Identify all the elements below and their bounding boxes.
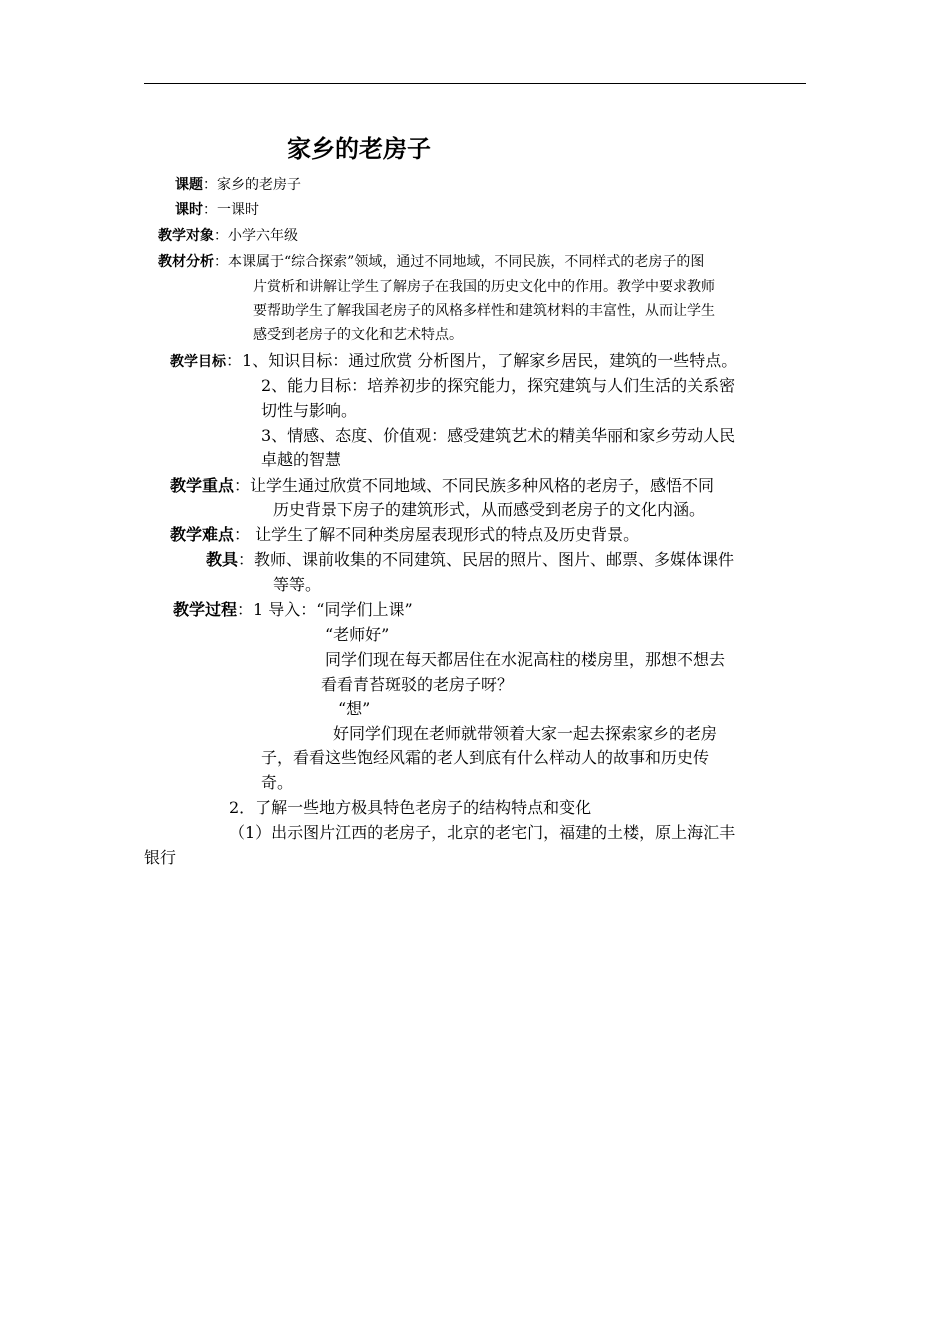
header-rule: [144, 83, 806, 84]
process-line: 银行: [144, 848, 177, 867]
tools-sep: ：: [238, 550, 255, 569]
process-row: [173, 602, 413, 618]
period-sep: ：: [203, 202, 217, 218]
tools-row: [206, 552, 734, 568]
process-line: （1）出示图片江西的老房子，北京的老宅门，福建的土楼，原上海汇丰: [229, 823, 736, 842]
key-label: 教学重点: [170, 476, 235, 495]
audience-value: 小学六年级: [228, 228, 298, 244]
analysis-sep: ：: [214, 254, 228, 270]
goal-line: 1、知识目标：通过欣赏 分析图片，了解家乡居民，建筑的一些特点。: [242, 351, 738, 370]
analysis-line: 要帮助学生了解我国老房子的风格多样性和建筑材料的丰富性，从而让学生: [253, 303, 715, 319]
key-row: [170, 478, 714, 494]
goal-line: 3、情感、态度、价值观：感受建筑艺术的精美华丽和家乡劳动人民: [261, 426, 736, 445]
topic-label: 课题: [175, 177, 203, 193]
process-line: “想”: [338, 699, 371, 718]
period-label: 课时: [175, 202, 203, 218]
audience-row: [158, 229, 298, 243]
key-line: 历史背景下房子的建筑形式，从而感受到老房子的文化内涵。: [273, 500, 706, 519]
tools-line: 教师、课前收集的不同建筑、民居的照片、图片、邮票、多媒体课件: [254, 550, 735, 569]
period-row: [175, 203, 259, 217]
topic-value: 家乡的老房子: [217, 177, 301, 193]
doc-title: 家乡的老房子: [287, 135, 431, 163]
difficulty-label: 教学难点: [170, 525, 235, 544]
process-line: 2．了解一些地方极具特色老房子的结构特点和变化: [229, 798, 592, 817]
difficulty-sep: ：: [234, 525, 251, 544]
analysis-line: 感受到老房子的文化和艺术特点。: [253, 327, 463, 343]
process-label: 教学过程: [173, 600, 238, 619]
audience-sep: ：: [214, 228, 228, 244]
audience-label: 教学对象: [158, 228, 214, 244]
tools-line: 等等。: [273, 575, 322, 594]
tools-label: 教具: [206, 550, 239, 569]
key-sep: ：: [234, 476, 251, 495]
process-line: “老师好”: [325, 625, 390, 644]
process-line: 同学们现在每天都居住在水泥高柱的楼房里，那想不想去: [325, 650, 726, 669]
process-line: 看看青苔斑驳的老房子呀？: [321, 675, 514, 694]
process-line: 1 导入：“同学们上课”: [253, 600, 413, 619]
goal-line: 2、能力目标：培养初步的探究能力，探究建筑与人们生活的关系密: [261, 376, 736, 395]
goal-row: [170, 353, 737, 369]
process-sep: ：: [237, 600, 254, 619]
analysis-label: 教材分析: [158, 254, 214, 270]
process-line: 奇。: [261, 773, 294, 792]
goal-line: 切性与影响。: [261, 401, 358, 420]
difficulty-row: [170, 527, 639, 543]
topic-row: [175, 178, 301, 192]
topic-sep: ：: [203, 177, 217, 193]
difficulty-value: 让学生了解不同种类房屋表现形式的特点及历史背景。: [250, 525, 640, 544]
goal-line: 卓越的智慧: [261, 450, 342, 469]
analysis-line: 本课属于“综合探索”领域，通过不同地域，不同民族，不同样式的老房子的图: [228, 254, 705, 270]
goal-sep: ：: [226, 351, 243, 370]
key-line: 让学生通过欣赏不同地域、不同民族多种风格的老房子，感悟不同: [250, 476, 715, 495]
goal-label: 教学目标: [170, 354, 226, 370]
analysis-row: [158, 255, 704, 269]
process-line: 好同学们现在老师就带领着大家一起去探索家乡的老房: [333, 724, 718, 743]
analysis-line: 片赏析和讲解让学生了解房子在我国的历史文化中的作用。教学中要求教师: [253, 279, 715, 295]
process-line: 子，看看这些饱经风霜的老人到底有什么样动人的故事和历史传: [261, 748, 710, 767]
period-value: 一课时: [217, 202, 259, 218]
